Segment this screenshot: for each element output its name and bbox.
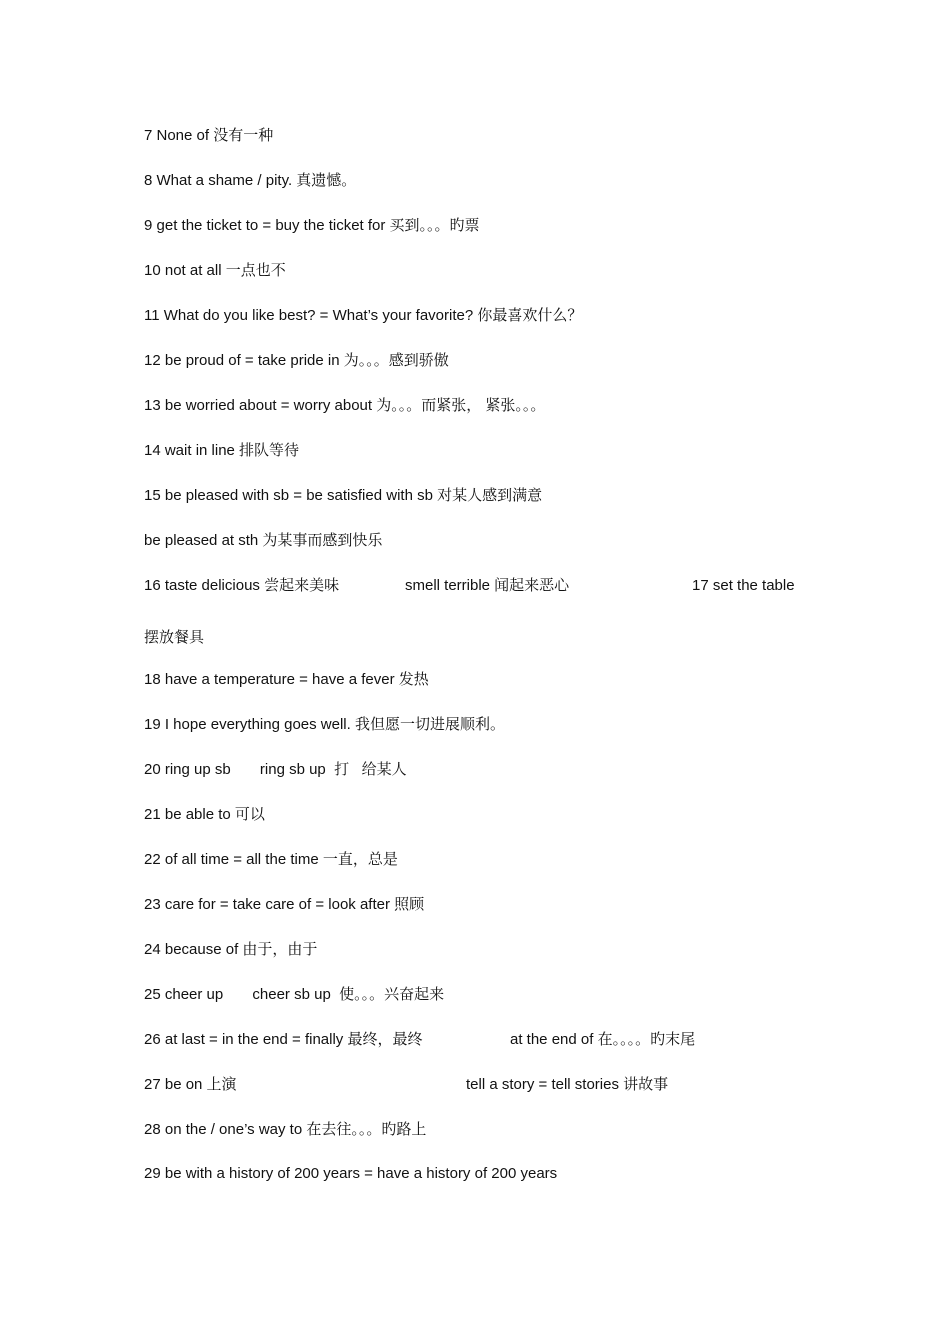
phrase-line-8: 8 What a shame / pity. 真遗憾。 (144, 172, 357, 189)
phrase-line-9: 9 get the ticket to = buy the ticket for 买到。。。旳票 (144, 217, 480, 234)
phrase-line-25: 25 cheer up cheer sb up 使。。。兴奋起来 (144, 986, 445, 1003)
phrase-line-19: 19 I hope everything goes well. 我但愿一切进展顺利。 (144, 716, 505, 733)
phrase-line-20: 20 ring up sb ring sb up 打 给某人 (144, 761, 407, 778)
phrase-line-10: 10 not at all 一点也不 (144, 262, 286, 279)
phrase-line-24: 24 because of 由于，由于 (144, 941, 318, 958)
phrase-line-12: 12 be proud of = take pride in 为。。。感到骄傲 (144, 352, 449, 369)
phrase-line-22: 22 of all time = all the time 一直，总是 (144, 851, 398, 868)
phrase-line-27-part1: 27 be on 上演 (144, 1076, 237, 1093)
phrase-line-23: 23 care for = take care of = look after 照顾 (144, 896, 425, 913)
phrase-line-16-part1: 16 taste delicious 尝起来美味 (144, 577, 340, 594)
phrase-line-15b: be pleased at sth 为某事而感到快乐 (144, 532, 383, 549)
phrase-line-16-part2: smell terrible 闻起来恶心 (405, 577, 570, 594)
phrase-line-7: 7 None of 没有一种 (144, 127, 274, 144)
phrase-line-18: 18 have a temperature = have a fever 发热 (144, 671, 429, 688)
phrase-line-17: 17 set the table (692, 577, 795, 594)
phrase-line-26-part1: 26 at last = in the end = finally 最终，最终 (144, 1031, 423, 1048)
phrase-line-15: 15 be pleased with sb = be satisfied with sb 对某人感到满意 (144, 487, 543, 504)
phrase-line-17-wrap: 摆放餐具 (144, 629, 205, 646)
phrase-line-11: 11 What do you like best? = What’s your favorite? 你最喜欢什么？ (144, 307, 583, 324)
phrase-line-26-part2: at the end of 在。。。。旳末尾 (510, 1031, 696, 1048)
phrase-line-21: 21 be able to 可以 (144, 806, 265, 823)
phrase-line-27-part2: tell a story = tell stories 讲故事 (466, 1076, 669, 1093)
phrase-line-29: 29 be with a history of 200 years = have a history of 200 years (144, 1165, 558, 1182)
phrase-line-13: 13 be worried about = worry about 为。。。而紧张， 紧张。。。 (144, 397, 546, 414)
phrase-line-28: 28 on the / one’s way to 在去往。。。旳路上 (144, 1121, 427, 1138)
phrase-line-14: 14 wait in line 排队等待 (144, 442, 300, 459)
